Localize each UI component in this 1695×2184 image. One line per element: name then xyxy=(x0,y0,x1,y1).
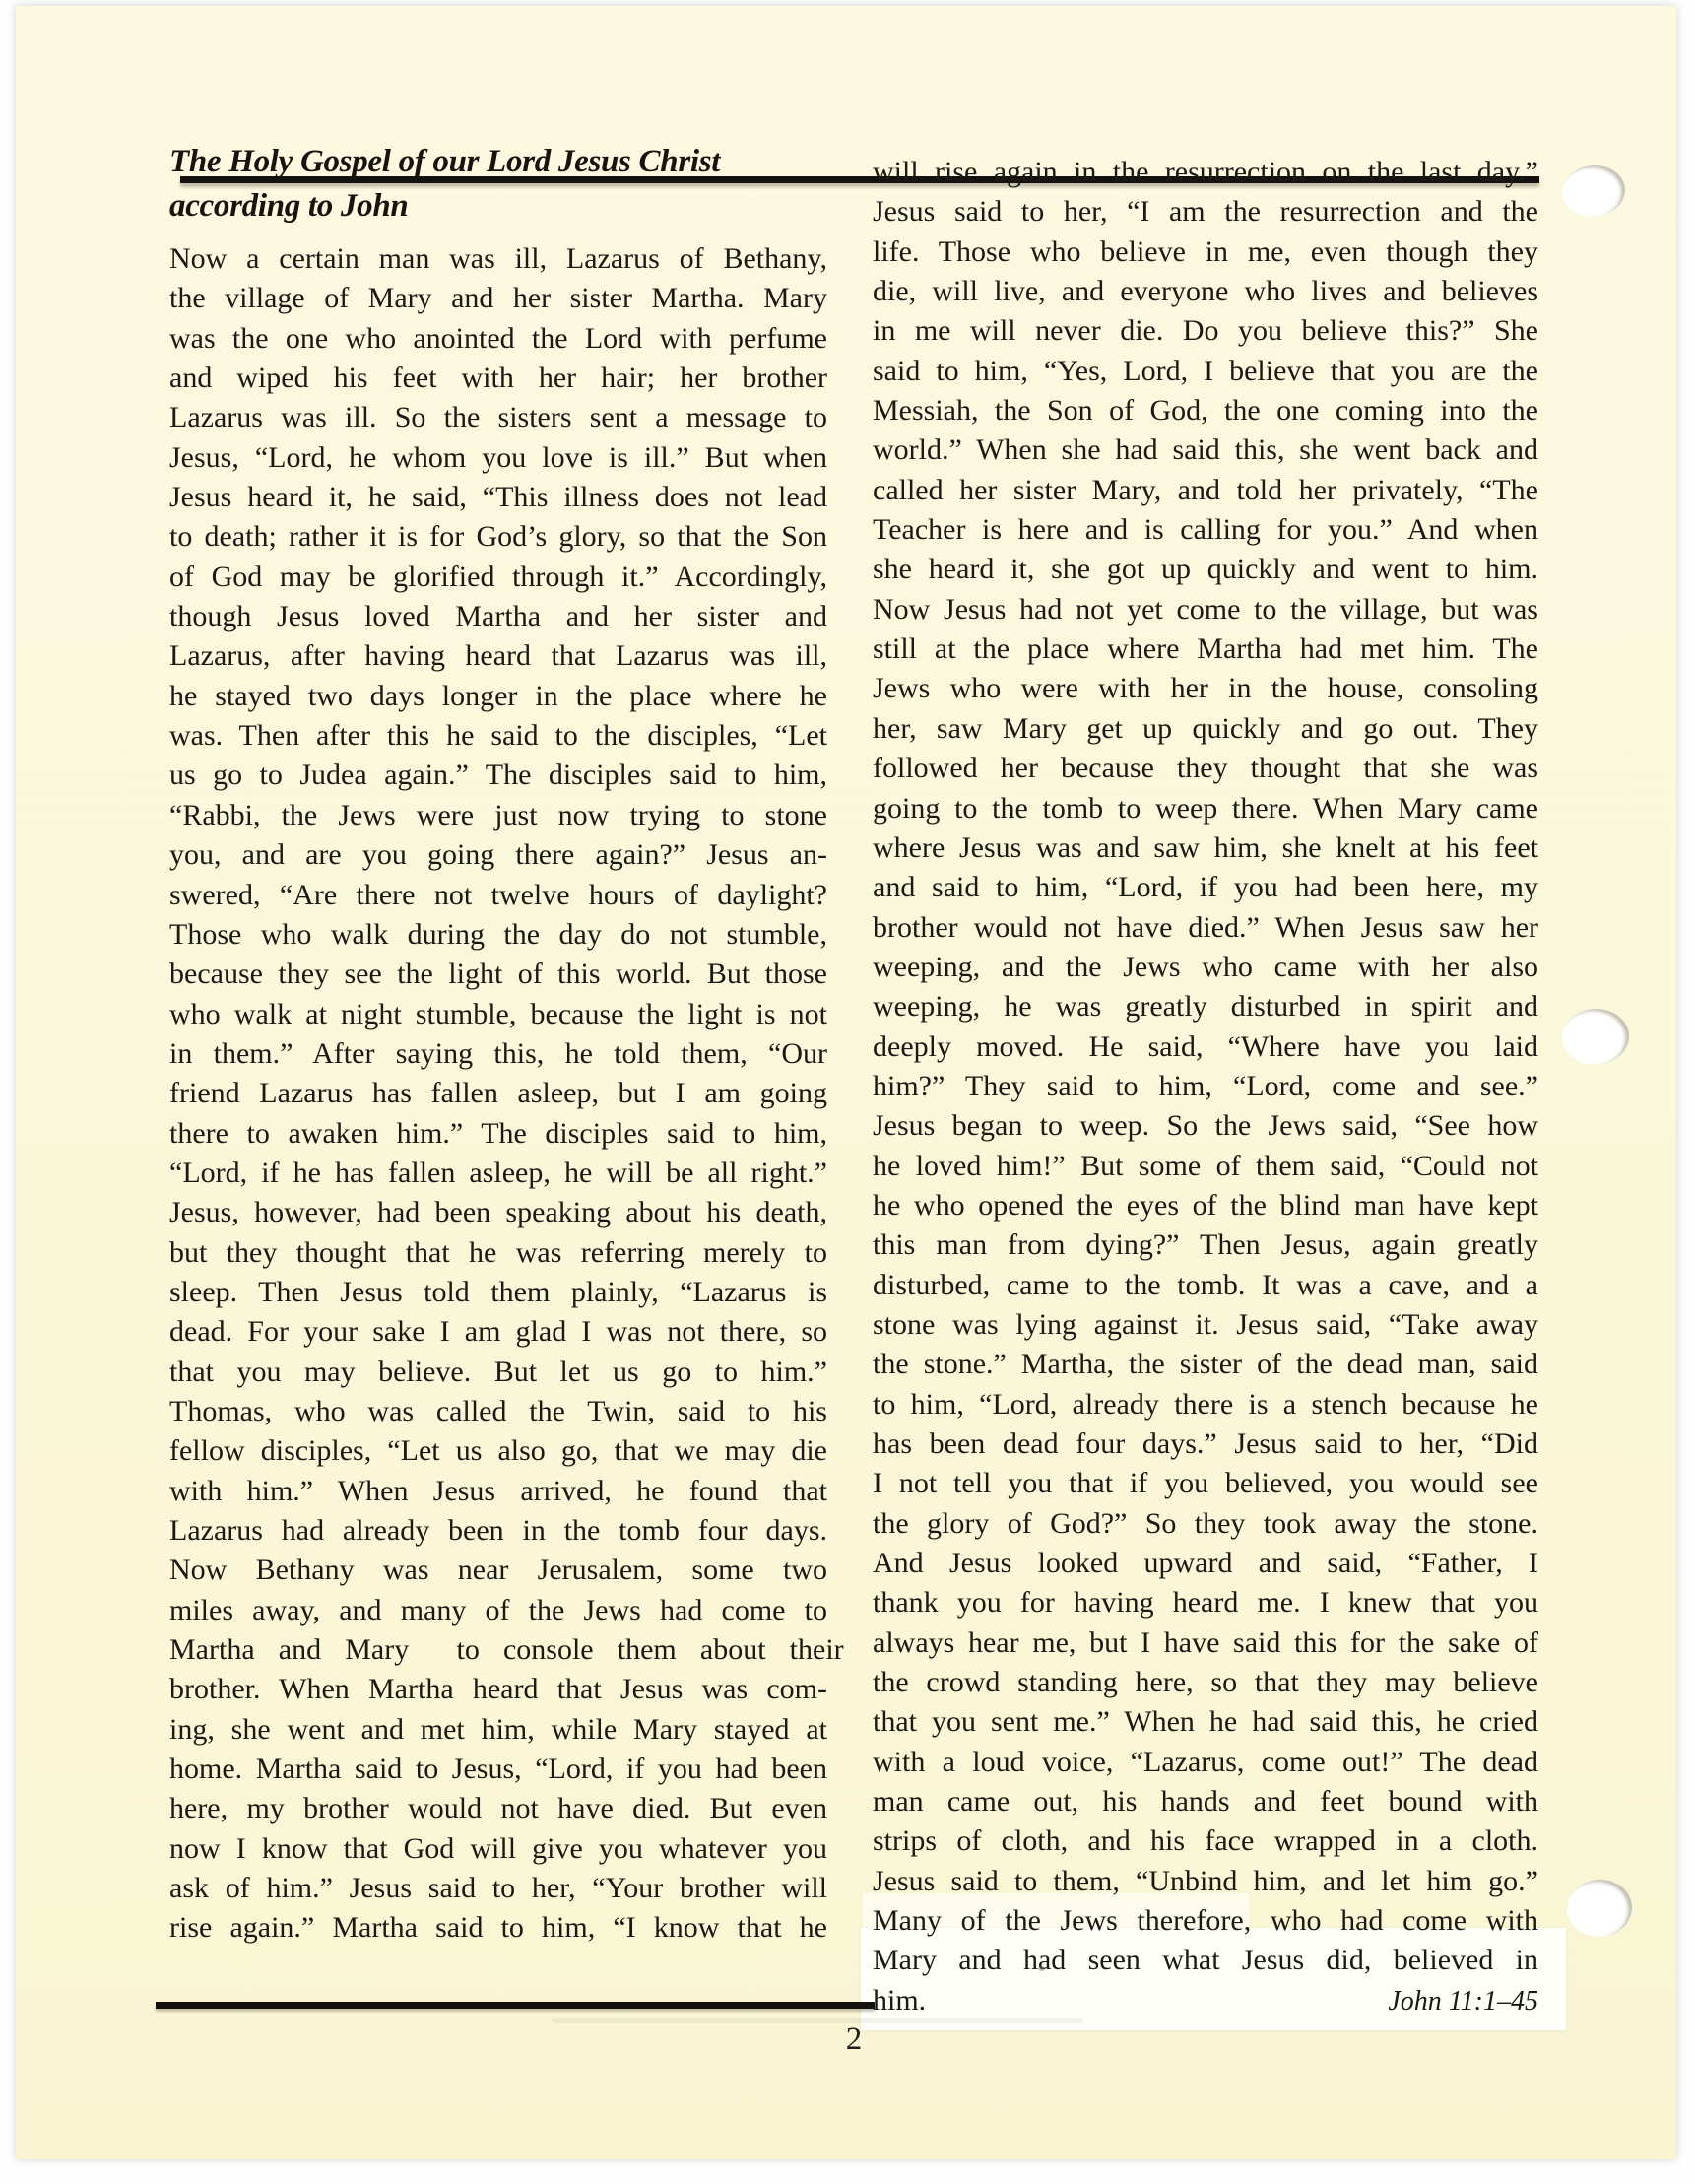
text-line: deeply moved. He said, “Where have you laid xyxy=(873,1029,1538,1063)
text-line: she heard it, she got up quickly and went to him. xyxy=(873,553,1538,586)
text-line: friend Lazarus has fallen asleep, but I am going xyxy=(169,1077,827,1110)
text-line: Martha and Mary to console them about their xyxy=(169,1633,844,1667)
text-line: weeping, he was greatly disturbed in spirit and xyxy=(873,990,1538,1024)
text-line: Many of the Jews therefore, who had come with xyxy=(873,1904,1538,1938)
text-line: ask of him.” Jesus said to her, “Your brother will xyxy=(169,1872,827,1905)
text-line: the glory of God?” So they took away the stone. xyxy=(873,1506,1538,1540)
text-line: Now Jesus had not yet come to the village, but was xyxy=(873,592,1538,626)
text-line: that you may believe. But let us go to him.” xyxy=(169,1355,827,1388)
text-line: was the one who anointed the Lord with perfume xyxy=(169,321,827,355)
gospel-title-line-1: The Holy Gospel of our Lord Jesus Christ xyxy=(169,144,721,179)
text-line: Jesus, however, had been speaking about his death, xyxy=(169,1196,827,1229)
text-line: though Jesus loved Martha and her sister and xyxy=(169,600,827,633)
text-line: Thomas, who was called the Twin, said to his xyxy=(169,1394,827,1427)
text-line: in them.” After saying this, he told them, “Our xyxy=(169,1036,827,1070)
text-line: Messiah, the Son of God, the one coming into the xyxy=(873,394,1538,428)
text-line: was. Then after this he said to the disciples, “Let xyxy=(169,719,827,753)
text-line: home. Martha said to Jesus, “Lord, if you had been xyxy=(169,1753,827,1786)
text-line: Jews who were with her in the house, consoling xyxy=(873,672,1538,705)
text-line: life. Those who believe in me, even though they xyxy=(873,234,1538,268)
text-line: us go to Judea again.” The disciples said to him, xyxy=(169,759,827,792)
text-line: with a loud voice, “Lazarus, come out!” The dead xyxy=(873,1745,1538,1778)
text-line: And Jesus looked upward and said, “Father, I xyxy=(873,1547,1538,1580)
text-line: man came out, his hands and feet bound with xyxy=(873,1785,1538,1819)
gospel-title-line-2: according to John xyxy=(169,188,409,224)
text-line: I not tell you that if you believed, you would see xyxy=(873,1467,1538,1500)
text-line: dead. For your sake I am glad I was not there, so xyxy=(169,1315,827,1349)
text-line: in me will never die. Do you believe this?” She xyxy=(873,314,1538,348)
text-line: still at the place where Martha had met him. The xyxy=(873,632,1538,666)
text-line: to him, “Lord, already there is a stench because he xyxy=(873,1387,1538,1421)
text-line: weeping, and the Jews who came with her also xyxy=(873,950,1538,983)
text-line: with him.” When Jesus arrived, he found that xyxy=(169,1474,827,1507)
text-line: you, and are you going there again?” Jesus an- xyxy=(169,838,827,872)
text-line: brother. When Martha heard that Jesus was com- xyxy=(169,1673,827,1706)
text-line: of God may be glorified through it.” Accordingly, xyxy=(169,560,827,593)
text-line: he who opened the eyes of the blind man have kept xyxy=(873,1188,1538,1222)
text-line: Those who walk during the day do not stumble, xyxy=(169,917,827,951)
text-line: going to the tomb to weep there. When Mary came xyxy=(873,791,1538,825)
text-line: the village of Mary and her sister Martha. Mary xyxy=(169,282,827,315)
text-line: he loved him!” But some of them said, “Could not xyxy=(873,1149,1538,1182)
text-line: ing, she went and met him, while Mary stayed at xyxy=(169,1712,827,1746)
text-line: Lazarus had already been in the tomb four days. xyxy=(169,1514,827,1547)
scan-speck xyxy=(1038,1966,1045,1971)
text-line: the stone.” Martha, the sister of the dead man, said xyxy=(873,1348,1538,1381)
bottom-rule xyxy=(156,2002,875,2009)
text-line: Lazarus, after having heard that Lazarus was ill, xyxy=(169,639,827,673)
text-line: said to him, “Yes, Lord, I believe that you are the xyxy=(873,354,1538,387)
text-line: where Jesus was and saw him, she knelt at his feet xyxy=(873,830,1538,864)
text-line: him?” They said to him, “Lord, come and see.” xyxy=(873,1069,1538,1102)
text-line: will rise again in the resurrection on the last day.” xyxy=(873,156,1538,188)
text-line: rise again.” Martha said to him, “I know that he xyxy=(169,1911,827,1945)
text-line: now I know that God will give you whatever you xyxy=(169,1831,827,1865)
left-column xyxy=(169,239,844,1949)
text-line: her, saw Mary get up quickly and go out. They xyxy=(873,711,1538,745)
text-line: but they thought that he was referring merely to xyxy=(169,1235,827,1269)
text-line: called her sister Mary, and told her privately, “The xyxy=(873,473,1538,506)
text-line: “Lord, if he has fallen asleep, he will be all right.” xyxy=(169,1156,827,1189)
text-line: world.” When she had said this, she went back and xyxy=(873,433,1538,467)
text-line: who walk at night stumble, because the light is not xyxy=(169,997,827,1030)
text-line: disturbed, came to the tomb. It was a cave, and a xyxy=(873,1268,1538,1301)
text-line: swered, “Are there not twelve hours of daylight? xyxy=(169,878,827,911)
text-line: Jesus heard it, he said, “This illness does not lead xyxy=(169,481,827,514)
text-line: stone was lying against it. Jesus said, “Take away xyxy=(873,1307,1538,1341)
text-line: he stayed two days longer in the place where he xyxy=(169,679,827,712)
text-line: “Rabbi, the Jews were just now trying to stone xyxy=(169,798,827,831)
text-line: thank you for having heard me. I knew that you xyxy=(873,1586,1538,1620)
text-line: fellow disciples, “Let us also go, that we may die xyxy=(169,1434,827,1468)
right-column xyxy=(873,153,1538,2020)
text-line: because they see the light of this world. But those xyxy=(169,958,827,991)
text-line: always hear me, but I have said this for the sake of xyxy=(873,1625,1538,1659)
text-line: followed her because they thought that she was xyxy=(873,752,1538,785)
scripture-citation: John 11:1–45 xyxy=(1388,1985,1538,2017)
gospel-title xyxy=(169,140,859,229)
text-line: that you sent me.” When he had said this, he cried xyxy=(873,1705,1538,1739)
text-line: here, my brother would not have died. But even xyxy=(169,1792,827,1825)
text-line: the crowd standing here, so that they may believe xyxy=(873,1666,1538,1699)
text-line: sleep. Then Jesus told them plainly, “Lazarus is xyxy=(169,1275,827,1308)
text-line: Mary and had seen what Jesus did, believed in xyxy=(873,1944,1538,1977)
text-line: Now Bethany was near Jerusalem, some two xyxy=(169,1554,827,1587)
text-line: Now a certain man was ill, Lazarus of Bethany, xyxy=(169,242,827,275)
text-line: there to awaken him.” The disciples said to him, xyxy=(169,1116,827,1150)
text-line: miles away, and many of the Jews had come to xyxy=(169,1593,827,1626)
text-line: Jesus began to weep. So the Jews said, “See how xyxy=(873,1109,1538,1143)
text-line: Lazarus was ill. So the sisters sent a message to xyxy=(169,401,827,434)
text-line: this man from dying?” Then Jesus, again greatly xyxy=(873,1228,1538,1262)
text-line: Jesus, “Lord, he whom you love is ill.” But when xyxy=(169,440,827,474)
final-line-text: him. xyxy=(873,1983,927,2017)
text-line: brother would not have died.” When Jesus saw her xyxy=(873,910,1538,944)
text-line: and wiped his feet with her hair; her brother xyxy=(169,362,827,395)
final-line xyxy=(873,1981,1538,2020)
text-line: Jesus said to her, “I am the resurrection and the xyxy=(873,195,1538,229)
text-line: Jesus said to them, “Unbind him, and let him go.” xyxy=(873,1864,1538,1897)
text-line: Teacher is here and is calling for you.” And when xyxy=(873,513,1538,547)
text-line: to death; rather it is for God’s glory, so that the Son xyxy=(169,520,827,554)
text-line: has been dead four days.” Jesus said to her, “Did xyxy=(873,1427,1538,1460)
text-line: die, will live, and everyone who lives and believes xyxy=(873,275,1538,308)
page-number: 2 xyxy=(845,2021,863,2057)
text-line: strips of cloth, and his face wrapped in a cloth. xyxy=(873,1824,1538,1858)
text-line: and said to him, “Lord, if you had been here, my xyxy=(873,871,1538,904)
